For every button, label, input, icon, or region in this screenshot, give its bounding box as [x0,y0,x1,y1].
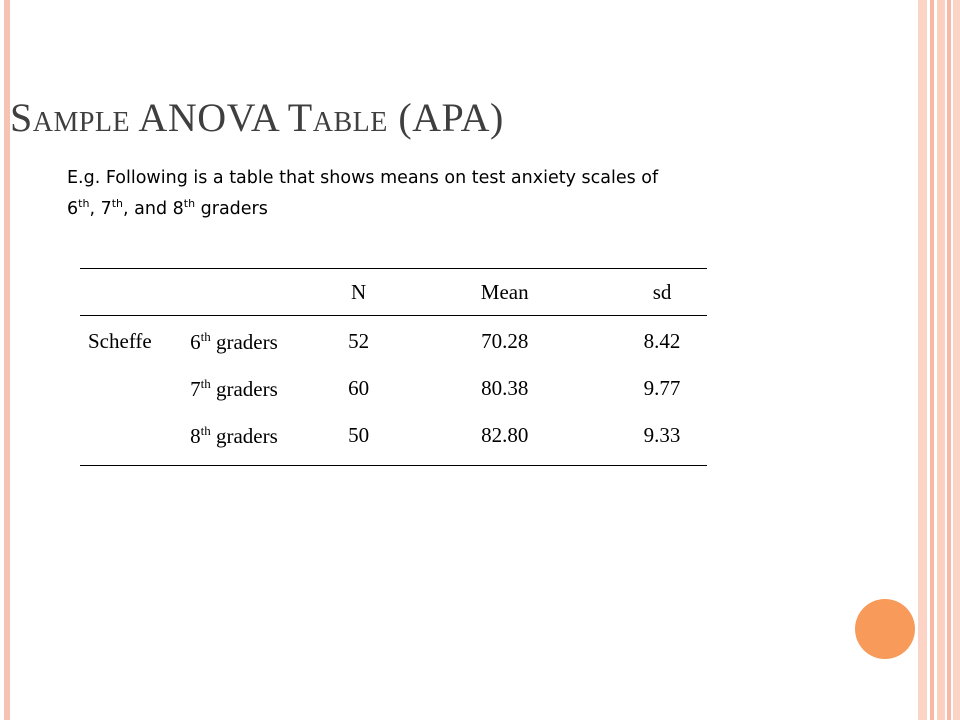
cell-n: 60 [348,376,370,400]
right-border-stripe [918,0,927,720]
intro-sentence: E.g. Following is a table that shows means on test anxiety scales of [67,168,659,188]
right-border-stripe [947,0,951,720]
slide-title: Sample ANOVA Table (APA) [10,95,504,140]
cell-sd: 8.42 [643,329,681,353]
cell-n: 52 [348,329,370,353]
table-row [80,316,707,366]
grade-7-number: 7 [100,198,112,219]
table-row [80,412,707,466]
cell-test [80,365,190,412]
cell-n: 50 [348,423,370,447]
cell-grade: 7th graders [190,375,278,401]
cell-test [80,412,190,466]
header-mean: Mean [480,279,529,304]
cell-grade: 8th graders [190,422,278,448]
table-header-row [80,269,707,316]
header-blank [80,269,190,316]
cell-mean: 80.38 [481,376,529,400]
intro-tail: graders [195,198,268,219]
cell-mean: 82.80 [481,423,529,447]
right-border-stripe [930,0,934,720]
intro-separator: , [89,198,101,219]
anova-table [80,268,707,466]
right-border-stripe [953,0,960,720]
intro-separator: , and [123,198,173,219]
decorative-orange-circle [855,599,915,659]
cell-test: Scheffe [88,329,152,353]
right-border-stripe [937,0,945,720]
cell-grade: 6th graders [190,328,278,354]
header-blank [190,269,325,316]
header-n: N [351,279,367,304]
cell-mean: 70.28 [481,329,529,353]
cell-sd: 9.33 [643,423,681,447]
header-sd: sd [652,279,672,304]
grade-7-suffix: th [111,197,124,210]
grade-6-suffix: th [78,197,90,210]
table-row [80,365,707,412]
intro-text [67,166,827,222]
cell-sd: 9.77 [643,376,681,400]
grade-8-number: 8 [172,198,184,219]
grade-8-suffix: th [183,197,196,210]
grade-6-number: 6 [67,198,79,219]
